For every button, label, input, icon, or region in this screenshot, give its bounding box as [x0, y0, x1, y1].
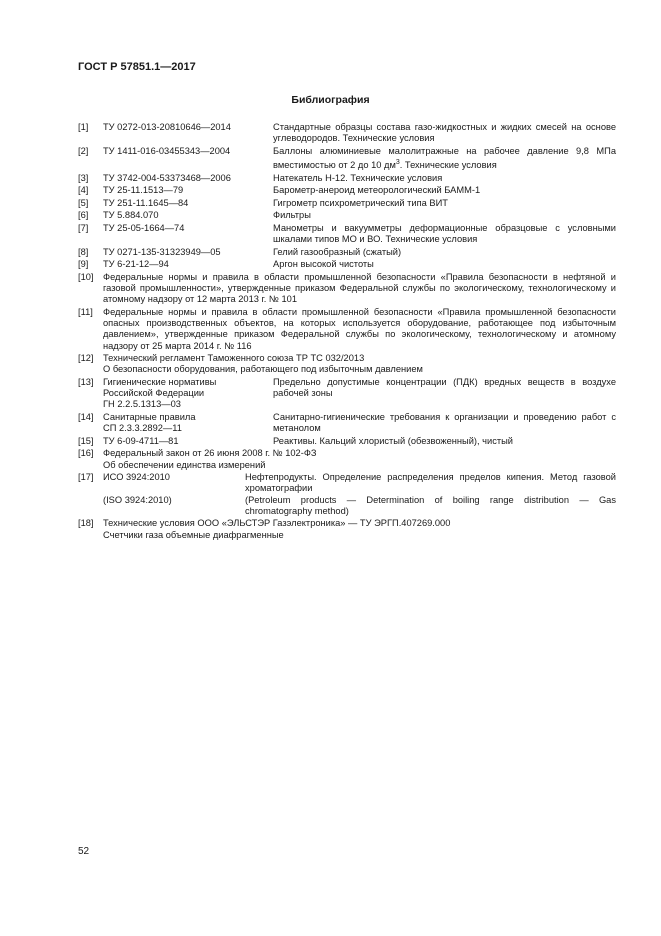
bib-entry-15 [78, 436, 616, 447]
entry-number: [5] [78, 197, 89, 208]
entry-code: ТУ 6-09-4711—81 [103, 435, 179, 446]
entry-code: ТУ 25-05-1664—74 [103, 223, 185, 234]
bib-entry-10 [78, 272, 616, 306]
entry-number: [14] [78, 412, 94, 423]
entry-line: Технический регламент Таможенного союза ТР ТС 032/2013 [103, 353, 365, 364]
bib-entry-2 [78, 146, 616, 172]
entry-description-part: Баллоны алюминиевые малолитражные на рабочее давление 9,8 МПа вместимостью от 2 до 10 дм [273, 145, 616, 171]
bib-entry-3 [78, 173, 616, 184]
bibliography-list [78, 122, 616, 542]
bib-entry-11 [78, 307, 616, 352]
superscript: 3 [395, 159, 400, 166]
bib-entry-16 [78, 448, 616, 470]
entry-description: Нефтепродукты. Определение распределения пределов кипения. Метод газовой хроматографии [245, 472, 616, 494]
bib-entry-1 [78, 122, 616, 144]
entry-code: ИСО 3924:2010 [103, 472, 170, 483]
bib-entry-5 [78, 198, 616, 209]
entry-number: [18] [78, 518, 94, 529]
document-code: ГОСТ Р 57851.1—2017 [78, 61, 196, 73]
entry-code: ТУ 0272-013-20810646—2014 [103, 122, 231, 132]
entry-number: [13] [78, 377, 94, 388]
entry-number: [17] [78, 472, 94, 483]
entry-code-line: Санитарные правила [103, 412, 196, 423]
entry-text: Федеральные нормы и правила в области промышленной безопасности «Правила промышленной безопасности опасных производственных объектов, на которых используется оборудование, работающее под избыточным давлением», утвержденные приказом Федеральной службы по экологическому, технологическому и атомному надзору от 25 марта 2014 г. № 116 [103, 307, 616, 351]
entry-code-line: ГН 2.2.5.1313—03 [103, 399, 181, 410]
entry-text: Федеральные нормы и правила в области промышленной безопасности «Правила безопасности в нефтяной и газовой промышленности», утвержденные приказом Федеральной службы по экологическому, технологическому и атомному надзору от 12 марта 2013 г. № 101 [103, 272, 616, 305]
entry-line: Об обеспечении единства измерений [103, 459, 266, 470]
entry-code-line: Гигиенические нормативы [103, 377, 217, 388]
entry-description: (Petroleum products — Determination of boiling range distribution — Gas chromatography method) [245, 494, 616, 516]
entry-number: [2] [78, 145, 89, 156]
entry-code: ТУ 0271-135-31323949—05 [103, 246, 221, 257]
entry-description: Реактивы. Кальций хлористый (обезвоженный), чистый [273, 435, 513, 446]
page-number: 52 [78, 846, 90, 857]
entry-number: [10] [78, 272, 94, 283]
entry-number: [7] [78, 223, 89, 234]
entry-description-part: . Технические условия [399, 160, 497, 171]
entry-number: [16] [78, 448, 94, 459]
entry-line: Технические условия ООО «ЭЛЬСТЭР Газэлектроника» — ТУ ЭРГП.407269.000 [103, 518, 451, 529]
entry-number: [8] [78, 246, 89, 257]
entry-line: Федеральный закон от 26 июня 2008 г. № 102-ФЗ [103, 448, 317, 459]
entry-description: Натекатель Н-12. Технические условия [273, 172, 443, 183]
entry-code-line: Российской Федерации [103, 388, 205, 399]
entry-description: Стандартные образцы состава газо-жидкостных и жидких смесей на основе углеводородов. Технические условия [273, 122, 616, 144]
bib-entry-17 [78, 472, 616, 517]
entry-code: ТУ 251-11.1645—84 [103, 197, 189, 208]
entry-description: Предельно допустимые концентрации (ПДК) вредных веществ в воздухе рабочей зоны [273, 377, 616, 399]
entry-description: Гелий газообразный (сжатый) [273, 246, 402, 257]
entry-code: ТУ 25-11.1513—79 [103, 185, 184, 196]
entry-code: (ISO 3924:2010) [103, 494, 172, 505]
entry-code: ТУ 1411-016-03455343—2004 [103, 145, 231, 156]
entry-description: Манометры и вакуумметры деформационные образцовые с условными шкалами типов МО и ВО. Технические условия [273, 223, 616, 245]
entry-number: [6] [78, 210, 89, 221]
bib-entry-7 [78, 223, 616, 245]
entry-description: Санитарно-гигиенические требования к организации и проведению работ с метанолом [273, 412, 616, 434]
bib-entry-9 [78, 259, 616, 270]
entry-description [273, 146, 616, 172]
entry-number: [12] [78, 353, 94, 364]
entry-number: [15] [78, 435, 94, 446]
entry-description: Фильтры [273, 210, 311, 221]
entry-number: [4] [78, 185, 89, 196]
bib-entry-8 [78, 247, 616, 258]
section-title: Библиография [291, 94, 370, 106]
entry-code: ТУ 3742-004-53373468—2006 [103, 172, 231, 183]
bib-entry-14 [78, 412, 616, 434]
bib-entry-13 [78, 377, 616, 411]
entry-code [103, 377, 273, 411]
entry-description: Гигрометр психрометрический типа ВИТ [273, 197, 448, 208]
entry-description: Аргон высокой чистоты [273, 259, 374, 270]
entry-code: ТУ 6-21-12—94 [103, 259, 169, 270]
entry-code-line: СП 2.3.3.2892—11 [103, 423, 182, 434]
entry-number: [11] [78, 307, 93, 318]
entry-line: О безопасности оборудования, работающего под избыточным давлением [103, 364, 423, 375]
entry-number: [1] [78, 122, 89, 132]
entry-code: ТУ 5.884.070 [103, 210, 159, 221]
bib-entry-4 [78, 185, 616, 196]
bib-entry-12 [78, 353, 616, 375]
entry-number: [9] [78, 259, 89, 270]
entry-number: [3] [78, 172, 89, 183]
entry-line: Счетчики газа объемные диафрагменные [103, 529, 284, 540]
entry-description: Барометр-анероид метеорологический БАММ-1 [273, 185, 481, 196]
entry-code [103, 412, 273, 434]
bib-entry-6 [78, 210, 616, 221]
bib-entry-18 [78, 518, 616, 540]
